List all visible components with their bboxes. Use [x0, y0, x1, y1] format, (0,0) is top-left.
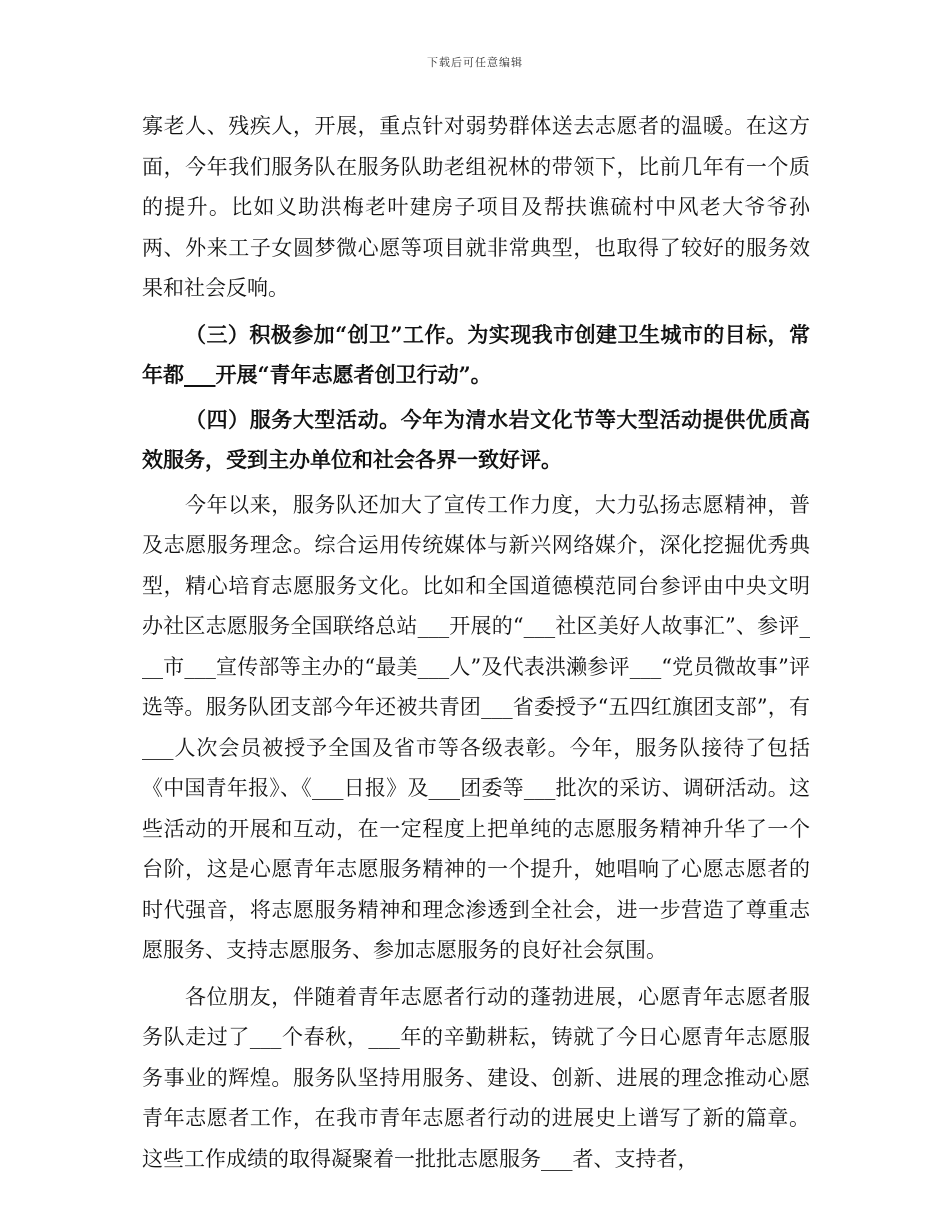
paragraph-elderly-service: 寡老人、残疾人，开展，重点针对弱势群体送去志愿者的温暖。在这方面，今年我们服务队在服务队助老组祝林的带领下，比前几年有一个质的提升。比如义助洪梅老叶建房子项目及帮扶谯硫村中风老大爷爷孙两、外来工子女圆梦微心愿等项目就非常典型，也取得了较好的服务效果和社会反响。: [142, 114, 810, 300]
paragraph-closing: 各位朋友，伴随着青年志愿者行动的蓬勃进展，心愿青年志愿者服务队走过了___个春秋，___年的辛勤耕耘，铸就了今日心愿青年志愿服务事业的辉煌。服务队坚持用服务、建设、创新、进展的理念推动心愿青年志愿者工作，在我市青年志愿者行动的进展史上谱写了新的篇章。这些工作成绩的取得凝聚着一批批志愿服务___者、支持者，: [142, 984, 810, 1171]
paragraph-heading-sanitation: （三）积极参加“创卫”工作。为实现我市创建卫生城市的目标，常年都___开展“青年志愿者创卫行动”。: [142, 321, 810, 387]
document-body: [142, 106, 810, 1179]
paragraph-publicity: 今年以来，服务队还加大了宣传工作力度，大力弘扬志愿精神，普及志愿服务理念。综合运用传统媒体与新兴网络媒介，深化挖掘优秀典型，精心培育志愿服务文化。比如和全国道德模范同台参评由中央文明办社区志愿服务全国联络总站___开展的“___社区美好人故事汇”、参评___市___宣传部等主办的“最美___人”及代表洪濑参评___“党员微故事”评选等。服务队团支部今年还被共青团___省委授予“五四红旗团支部”，有___人次会员被授予全国及省市等各级表彰。今年，服务队接待了包括《中国青年报》、《___日报》及___团委等___批次的采访、调研活动。这些活动的开展和互动，在一定程度上把单纯的志愿服务精神升华了一个台阶，这是心愿青年志愿服务精神的一个提升，她唱响了心愿志愿者的时代强音，将志愿服务精神和理念渗透到全社会，进一步营造了尊重志愿服务、支持志愿服务、参加志愿服务的良好社会氛围。: [142, 492, 810, 962]
page-header: 下载后可任意编辑: [427, 56, 523, 69]
paragraph-heading-large-events: （四）服务大型活动。今年为清水岩文化节等大型活动提供优质高效服务，受到主办单位和社会各界一致好评。: [142, 406, 810, 472]
